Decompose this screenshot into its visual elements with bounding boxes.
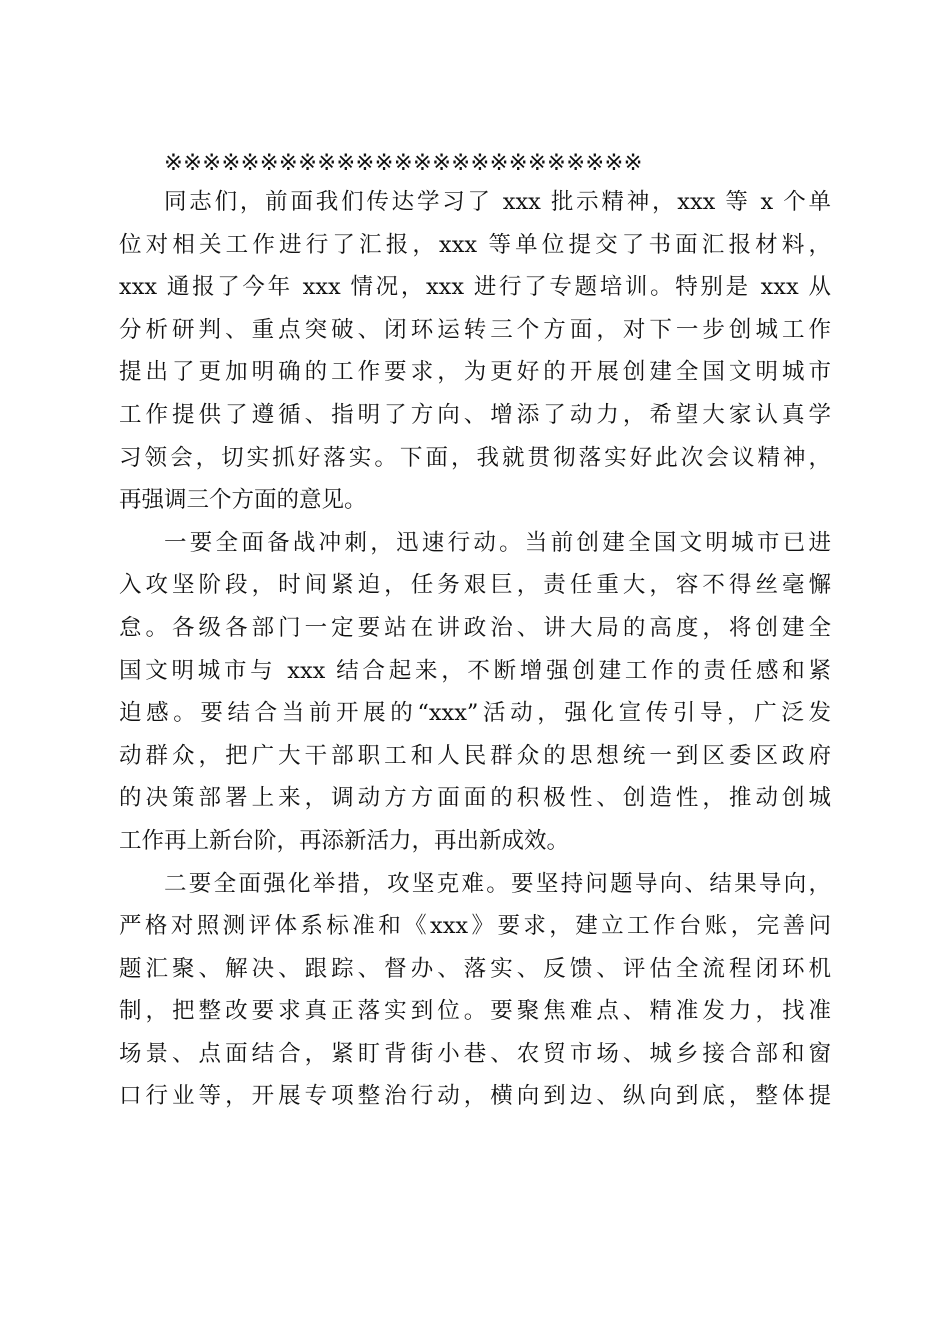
text-line: 一要全面备战冲刺，迅速行动。当前创建全国文明城市已进 (164, 529, 831, 556)
text-line: 同志们，前面我们传达学习了 xxx 批示精神，xxx 等 x 个单 (164, 189, 831, 215)
paragraph-point-one (119, 522, 831, 863)
text-line: 二要全面强化举措，攻坚克难。要坚持问题导向、结果导向， (164, 870, 831, 897)
text-line: 再强调三个方面的意见。 (119, 487, 367, 514)
text-line: 口行业等，开展专项整治行动，横向到边、纵向到底，整体提 (119, 1083, 831, 1110)
text-line: 动群众，把广大干部职工和人民群众的思想统一到区委区政府 (119, 742, 831, 769)
text-line: 严格对照测评体系标准和《xxx》要求，建立工作台账，完善问 (119, 913, 831, 940)
text-line: 题汇聚、解决、跟踪、督办、落实、反馈、评估全流程闭环机 (119, 955, 831, 982)
text-line: 迫感。要结合当前开展的“xxx”活动，强化宣传引导，广泛发 (119, 700, 831, 727)
text-line: 怠。各级各部门一定要站在讲政治、讲大局的高度，将创建全 (119, 614, 831, 641)
text-line: 国文明城市与 xxx 结合起来，不断增强创建工作的责任感和紧 (119, 657, 831, 684)
separator-line: ※※※※※※※※※※※※※※※※※※※※※※※※※ (164, 150, 643, 176)
paragraph-opening (119, 181, 831, 522)
document-body (119, 145, 831, 1118)
text-line: 分析研判、重点突破、闭环运转三个方面，对下一步创城工作 (119, 316, 831, 343)
text-line: 场景、点面结合，紧盯背街小巷、农贸市场、城乡接合部和窗 (119, 1040, 831, 1067)
text-line: 工作再上新台阶，再添新活力，再出新成效。 (119, 827, 570, 854)
paragraph-point-two (119, 863, 831, 1119)
text-line: 的决策部署上来，调动方方面面的积极性、创造性，推动创城 (119, 785, 831, 812)
text-line: xxx 通报了今年 xxx 情况，xxx 进行了专题培训。特别是 xxx 从 (119, 274, 831, 301)
text-line: 位对相关工作进行了汇报，xxx 等单位提交了书面汇报材料， (119, 231, 831, 258)
text-line: 入攻坚阶段，时间紧迫，任务艰巨，责任重大，容不得丝毫懈 (119, 572, 831, 599)
text-line: 制，把整改要求真正落实到位。要聚焦难点、精准发力，找准 (119, 998, 831, 1025)
text-line: 工作提供了遵循、指明了方向、增添了动力，希望大家认真学 (119, 401, 831, 428)
text-line: 提出了更加明确的工作要求，为更好的开展创建全国文明城市 (119, 359, 831, 386)
text-line: 习领会，切实抓好落实。下面，我就贯彻落实好此次会议精神， (119, 444, 831, 471)
